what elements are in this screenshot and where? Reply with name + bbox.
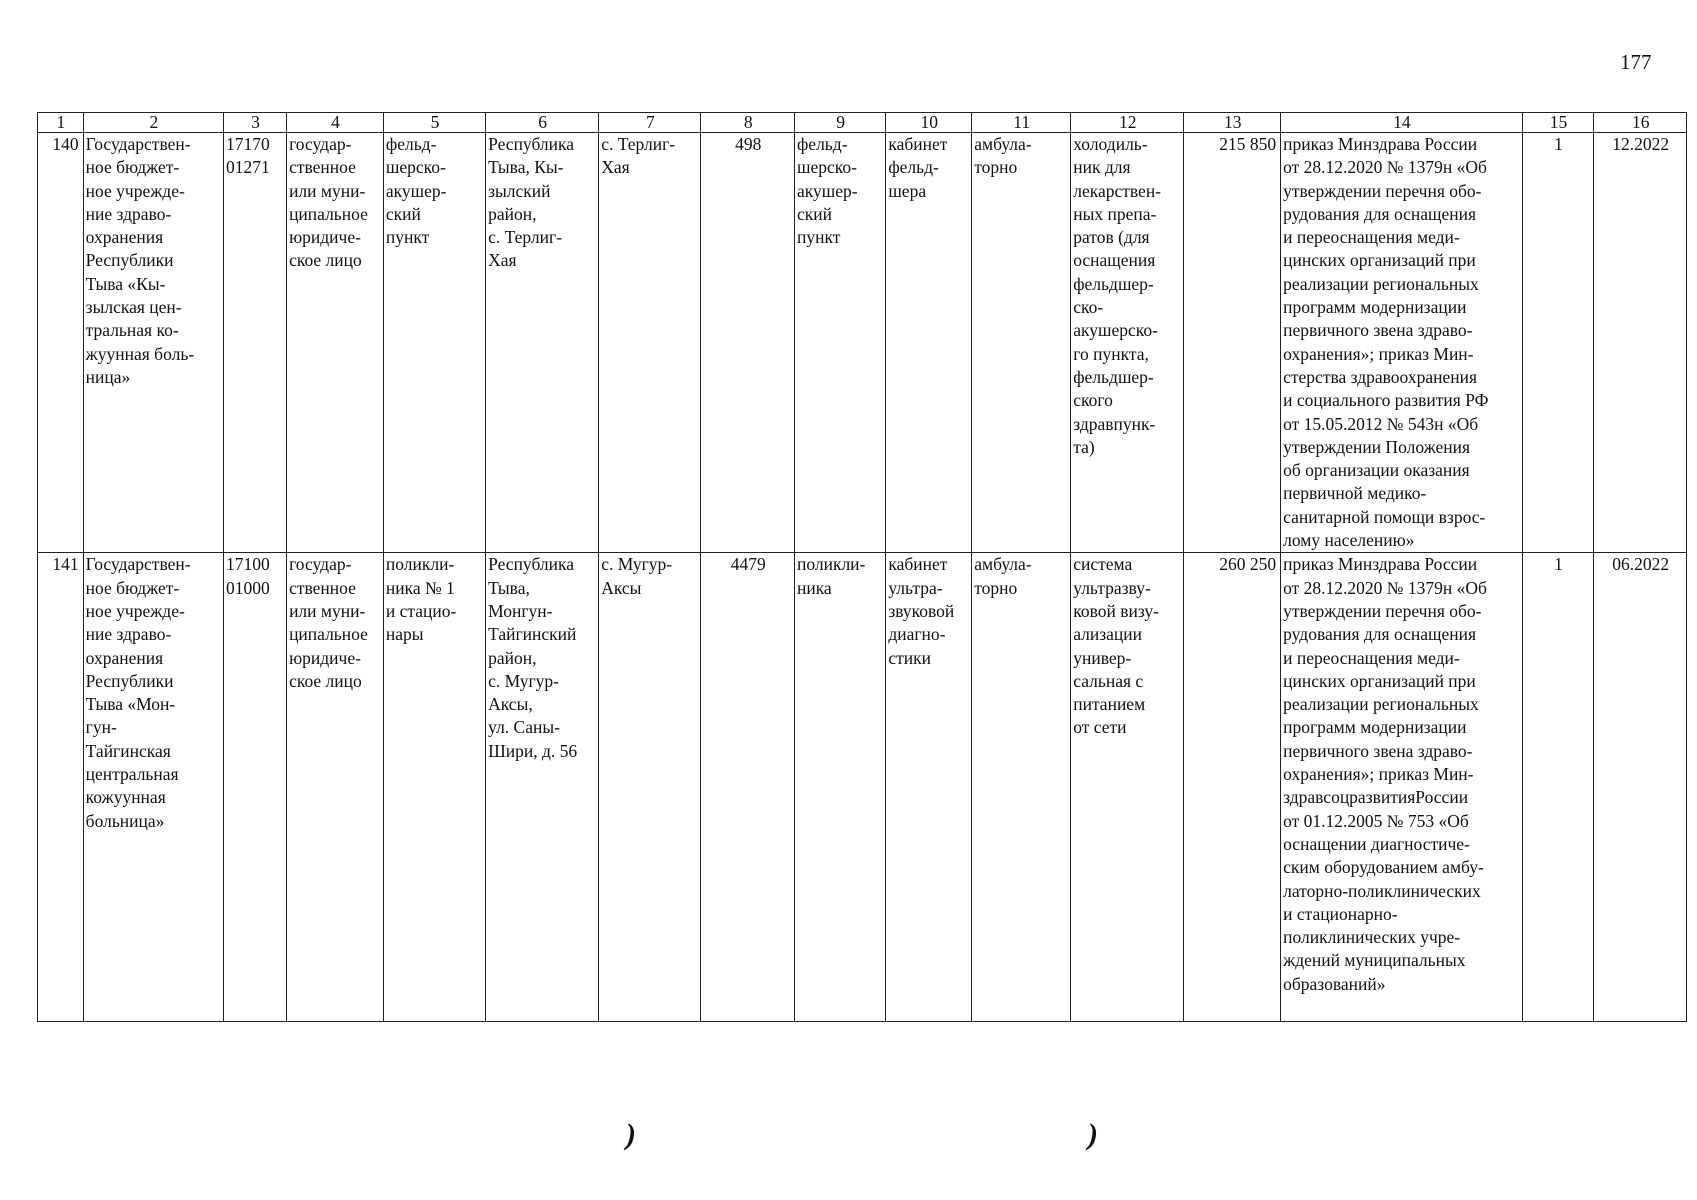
price: 260 250 [1184, 553, 1281, 1022]
equipment: система ультразву- ковой визу- ализации универ- сальная с питанием от сети [1071, 553, 1184, 1022]
care-condition: амбула- торно [972, 553, 1071, 1022]
scan-mark-left: ) [626, 1118, 636, 1151]
delivery-date: 06.2022 [1594, 553, 1687, 1022]
facility-type: поликли- ника [794, 553, 885, 1022]
room: кабинет ультра- звуковой диагно- стики [886, 553, 972, 1022]
care-condition: амбула- торно [972, 133, 1071, 553]
header-cell: 16 [1594, 113, 1687, 133]
header-cell: 14 [1281, 113, 1522, 133]
header-cell: 9 [794, 113, 885, 133]
scan-mark-right: ) [1088, 1118, 1098, 1151]
equipment-table [37, 112, 1687, 1022]
header-cell: 3 [223, 113, 286, 133]
owner-type: государ- ственное или муни- ципальное юридиче- ское лицо [287, 553, 384, 1022]
organization-name: Государствен- ное бюджет- ное учрежде- ние здраво- охранения Республики Тыва «Кы- зылская цен- тральная ко- жуунная боль- ница» [83, 133, 223, 553]
facility-type: фельд- шерско- акушер- ский пункт [794, 133, 885, 553]
table-row [38, 553, 1687, 1022]
header-cell: 7 [599, 113, 701, 133]
org-code: 17100 01000 [223, 553, 286, 1022]
room: кабинет фельд- шера [886, 133, 972, 553]
page-number: 177 [1620, 50, 1652, 74]
population: 498 [701, 133, 795, 553]
row-number: 141 [38, 553, 84, 1022]
header-cell: 12 [1071, 113, 1184, 133]
quantity: 1 [1522, 133, 1594, 553]
settlement: с. Мугур- Аксы [599, 553, 701, 1022]
population: 4479 [701, 553, 795, 1022]
organization-name: Государствен- ное бюджет- ное учрежде- ние здраво- охранения Республики Тыва «Мон- гун- Тайгинская центральная кожуунная больница» [83, 553, 223, 1022]
legal-order: приказ Минздрава России от 28.12.2020 № 1379н «Об утверждении перечня обо- рудования для оснащения и переоснащения меди- цинских организаций при реализации региональных программ модернизации первичного звена здраво- охранения»; приказ Мин- здравсоцразвитияРоссии от 01.12.2005 № 753 «Об оснащении диагностиче- ским оборудованием амбу- латорно-поликлинических и стационарно- поликлинических учре- ждений муниципальных образований» [1281, 553, 1522, 1022]
row-number: 140 [38, 133, 84, 553]
org-code: 17170 01271 [223, 133, 286, 553]
header-cell: 4 [287, 113, 384, 133]
header-cell: 8 [701, 113, 795, 133]
header-cell: 10 [886, 113, 972, 133]
structural-unit: фельд- шерско- акушер- ский пункт [383, 133, 485, 553]
header-cell: 1 [38, 113, 84, 133]
structural-unit: поликли- ника № 1 и стацио- нары [383, 553, 485, 1022]
settlement: с. Терлиг- Хая [599, 133, 701, 553]
header-cell: 5 [383, 113, 485, 133]
header-cell: 6 [486, 113, 599, 133]
owner-type: государ- ственное или муни- ципальное юридиче- ское лицо [287, 133, 384, 553]
header-cell: 2 [83, 113, 223, 133]
quantity: 1 [1522, 553, 1594, 1022]
legal-order: приказ Минздрава России от 28.12.2020 № 1379н «Об утверждении перечня обо- рудования для оснащения и переоснащения меди- цинских организаций при реализации региональных программ модернизации первичного звена здраво- охранения»; приказ Мин- стерства здравоохранения и социального развития РФ от 15.05.2012 № 543н «Об утверждении Положения об организации оказания первичной медико- санитарной помощи взрос- лому населению» [1281, 133, 1522, 553]
address: Республика Тыва, Кы- зылский район, с. Терлиг- Хая [486, 133, 599, 553]
equipment: холодиль- ник для лекарствен- ных препа- ратов (для оснащения фельдшер- ско- акушерско- го пункта, фельдшер- ского здравпунк- та) [1071, 133, 1184, 553]
address: Республика Тыва, Монгун- Тайгинский район, с. Мугур- Аксы, ул. Саны- Шири, д. 56 [486, 553, 599, 1022]
header-cell: 11 [972, 113, 1071, 133]
table-row [38, 133, 1687, 553]
header-row [38, 113, 1687, 133]
price: 215 850 [1184, 133, 1281, 553]
delivery-date: 12.2022 [1594, 133, 1687, 553]
header-cell: 15 [1522, 113, 1594, 133]
header-cell: 13 [1184, 113, 1281, 133]
